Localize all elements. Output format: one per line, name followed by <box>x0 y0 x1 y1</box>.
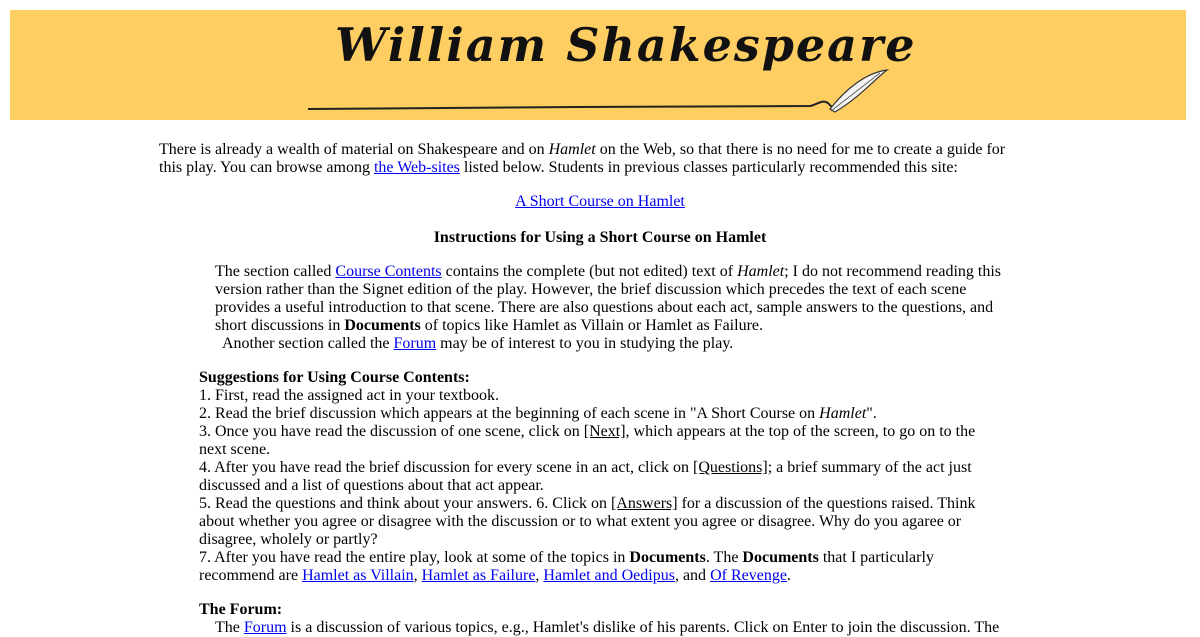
intro-text-3: listed below. Students in previous classes particularly recommended this site: <box>459 159 958 176</box>
forum-mention-paragraph <box>199 335 1004 353</box>
suggestions-heading: Suggestions for Using Course Contents: <box>199 369 470 386</box>
forum-link[interactable]: Forum <box>393 335 437 352</box>
intro-text-2: on the Web, so that there is no need for me to create a guide for this play. You can browse among <box>159 141 1006 176</box>
forum-text-a: The <box>215 619 244 636</box>
cc-text-b: contains the complete (but not edited) text of <box>441 263 738 280</box>
s7-sep-2: , <box>535 567 544 584</box>
s2-text-a: 2. Read the brief discussion which appears at the beginning of each scene in "A Short Course on <box>199 405 820 422</box>
hamlet-and-oedipus-link[interactable]: Hamlet and Oedipus <box>543 567 675 584</box>
s2-hamlet-title: Hamlet <box>819 405 867 422</box>
s7-text-a: 7. After you have read the entire play, look at some of the topics in <box>199 549 630 566</box>
s7-documents-bold-1: Documents <box>629 549 706 566</box>
suggestions-section <box>199 369 1004 585</box>
main-link-row <box>0 193 1200 211</box>
instructions-heading: Instructions for Using a Short Course on Hamlet <box>433 229 767 246</box>
intro-paragraph <box>159 141 1029 177</box>
answers-button-reference[interactable]: [Answers] <box>610 495 678 512</box>
s7-documents-bold-2: Documents <box>742 549 819 566</box>
cc-text-c: ; I do not recommend reading this version rather than the Signet edition of the play. However, the brief discussion which precedes the text of each scene provides a useful introduction to that scene. There are also questions about each act, sample answers to the questions, and short discussions in <box>215 263 1002 334</box>
s3-text-b: , which appears at the top of the screen, to go on to the next scene. <box>199 423 976 458</box>
cc-text-d: of topics like Hamlet as Villain or Hamlet as Failure. <box>420 317 763 334</box>
forum-mention-text-b: may be of interest to you in studying the play. <box>436 335 734 352</box>
websites-link[interactable]: the Web-sites <box>373 159 460 176</box>
cc-hamlet-title: Hamlet <box>737 263 785 280</box>
s7-end: . <box>786 567 791 584</box>
suggestion-5-6 <box>199 495 1004 549</box>
forum-section-link[interactable]: Forum <box>243 619 287 636</box>
forum-text-b: is a discussion of various topics, e.g., Hamlet's dislike of his parents. Click on Enter to join the discussion. The <box>286 619 1000 636</box>
s4-text-a: 4. After you have read the brief discussion for every scene in an act, click on <box>199 459 694 476</box>
suggestion-7 <box>199 549 1004 585</box>
of-revenge-link[interactable]: Of Revenge <box>710 567 787 584</box>
s4-text-b: ; a brief summary of the act just discussed and a list of questions about that act appear. <box>199 459 972 494</box>
short-course-link[interactable]: A Short Course on Hamlet <box>515 193 685 210</box>
suggestion-2 <box>199 405 1004 423</box>
header-banner <box>10 10 1186 120</box>
s5-text-a: 5. Read the questions and think about your answers. 6. Click on <box>199 495 611 512</box>
suggestion-3 <box>199 423 1004 459</box>
s5-text-b: for a discussion of the questions raised. Think about whether you agree or disagree with the discussion or to what extent you agree or disagree. Why do you agaree or disagree, wholely or partly? <box>199 495 976 548</box>
course-contents-link[interactable]: Course Contents <box>335 263 442 280</box>
forum-mention-text-a: Another section called the <box>222 335 394 352</box>
s7-sep-1: , <box>413 567 422 584</box>
suggestion-4 <box>199 459 1004 495</box>
intro-hamlet-title: Hamlet <box>548 141 596 158</box>
s2-text-b: ". <box>866 405 877 422</box>
course-contents-paragraph <box>199 263 1004 335</box>
quill-pen-icon <box>305 65 895 125</box>
suggestion-1: 1. First, read the assigned act in your textbook. <box>199 387 499 404</box>
s3-text-a: 3. Once you have read the discussion of one scene, click on <box>199 423 584 440</box>
forum-section <box>199 601 1004 637</box>
hamlet-as-failure-link[interactable]: Hamlet as Failure <box>421 567 536 584</box>
s7-text-b: . The <box>705 549 743 566</box>
hamlet-as-villain-link[interactable]: Hamlet as Villain <box>302 567 414 584</box>
course-contents-section <box>199 263 1004 353</box>
intro-text-1: There is already a wealth of material on Shakespeare and on <box>159 141 549 158</box>
forum-heading: The Forum: <box>199 601 283 618</box>
questions-button-reference[interactable]: [Questions] <box>693 459 768 476</box>
banner-title: William Shakespeare <box>335 18 917 72</box>
forum-paragraph <box>199 619 1004 637</box>
cc-documents-bold: Documents <box>344 317 421 334</box>
next-button-reference[interactable]: [Next] <box>583 423 626 440</box>
s7-sep-3: , and <box>674 567 711 584</box>
cc-text-a: The section called <box>215 263 336 280</box>
s7-text-c: that I particularly recommend are <box>199 549 934 584</box>
